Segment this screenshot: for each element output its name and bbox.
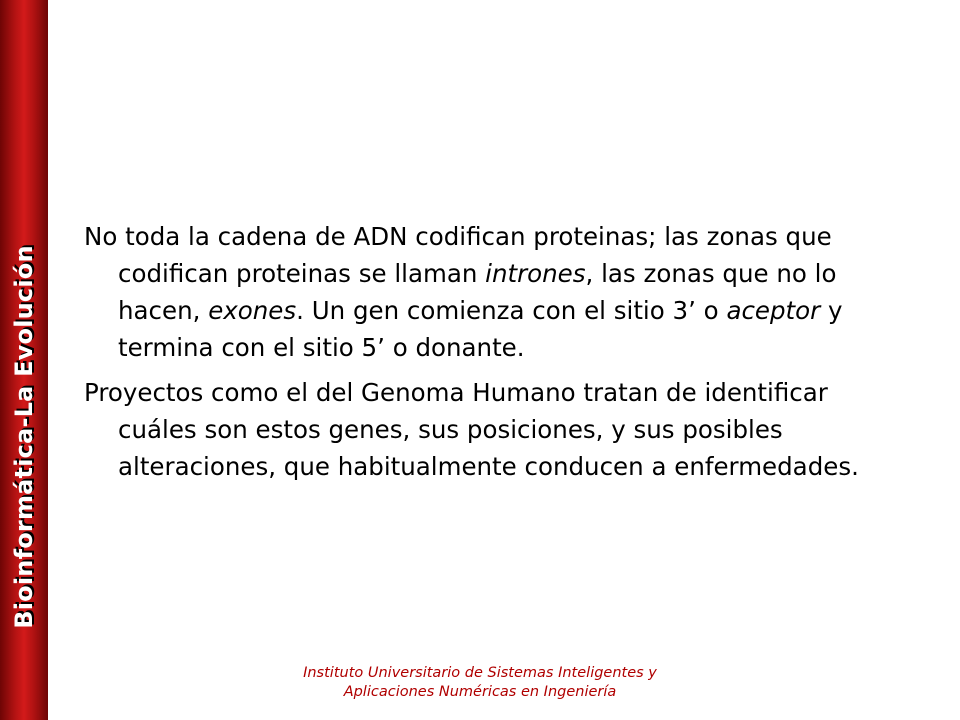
footer-institution <box>240 664 720 702</box>
slide-body <box>84 218 894 493</box>
sidebar-title: Bioinformática-La Evolución <box>10 245 38 629</box>
paragraph-adn-text-4: y termina con el sitio 5’ o donante. <box>118 296 843 362</box>
term-intrones: intrones <box>485 259 586 288</box>
paragraph-genoma: Proyectos como el del Genoma Humano tratan de identificar cuáles son estos genes, sus posiciones, y sus posibles alteraciones, que habitualmente conducen a enfermedades. <box>84 378 859 481</box>
paragraph-adn-text-2: , las zonas que no lo hacen, <box>118 259 837 325</box>
term-exones: exones <box>208 296 297 325</box>
term-aceptor: aceptor <box>726 296 821 325</box>
paragraph-adn <box>84 218 894 366</box>
footer-line-1: Instituto Universitario de Sistemas Inteligentes y <box>303 665 657 681</box>
paragraph-adn-text-1: No toda la cadena de ADN codifican proteinas; las zonas que codifican proteinas se llaman <box>84 222 832 288</box>
paragraph-adn-text-3: . Un gen comienza con el sitio 3’ o <box>296 296 727 325</box>
sidebar-band <box>0 0 48 720</box>
footer-line-2: Aplicaciones Numéricas en Ingeniería <box>343 684 617 700</box>
